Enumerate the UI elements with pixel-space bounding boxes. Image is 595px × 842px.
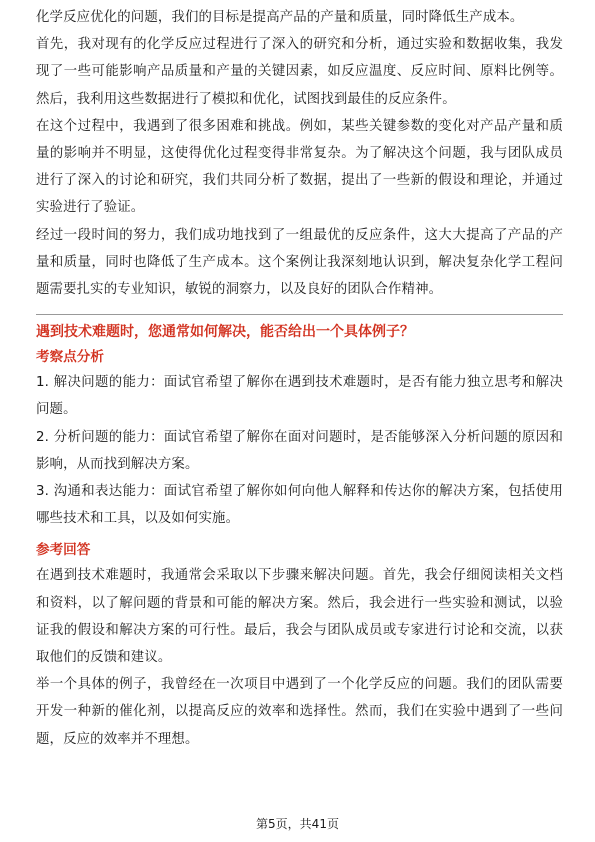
analysis-item: 2. 分析问题的能力：面试官希望了解你在面对问题时，是否能够深入分析问题的原因和影响，从而找到解决方案。 bbox=[36, 429, 563, 472]
body-paragraph: 经过一段时间的努力，我们成功地找到了一组最优的反应条件，这大大提高了产品的产量和质量，同时也降低了生产成本。这个案例让我深刻地认识到，解决复杂化学工程问题需要扎实的专业知识，敏锐的洞察力，以及良好的团队合作精神。 bbox=[36, 227, 563, 298]
answer-paragraph: 举一个具体的例子，我曾经在一次项目中遇到了一个化学反应的问题。我们的团队需要开发一种新的催化剂，以提高反应的效率和选择性。然而，我们在实验中遇到了一些问题，反应的效率并不理想。 bbox=[36, 677, 563, 747]
answer-paragraph: 在遇到技术难题时，我通常会采取以下步骤来解决问题。首先，我会仔细阅读相关文档和资料，以了解问题的背景和可能的解决方案。然后，我会进行一些实验和测试，以验证我的假设和解决方案的可行性。最后，我会与团队成员或专家进行讨论和交流，以获取他们的反馈和建议。 bbox=[36, 568, 563, 666]
question-heading: 遇到技术难题时，您通常如何解决，能否给出一个具体例子？ bbox=[36, 324, 414, 341]
answer-heading: 参考回答 bbox=[36, 542, 91, 559]
body-paragraph: 化学反应优化的问题，我们的目标是提高产品的产量和质量，同时降低生产成本。 bbox=[36, 10, 524, 25]
analysis-item: 1. 解决问题的能力：面试官希望了解你在遇到技术难题时，是否有能力独立思考和解决问题。 bbox=[36, 375, 563, 418]
analysis-item: 3. 沟通和表达能力：面试官希望了解你如何向他人解释和传达你的解决方案，包括使用哪些技术和工具，以及如何实施。 bbox=[36, 484, 563, 527]
section-divider bbox=[36, 314, 563, 315]
document-body bbox=[36, 0, 563, 753]
analysis-heading: 考察点分析 bbox=[36, 349, 104, 366]
body-paragraph: 在这个过程中，我遇到了很多困难和挑战。例如，某些关键参数的变化对产品产量和质量的影响并不明显，这使得优化过程变得非常复杂。为了解决这个问题，我与团队成员进行了深入的讨论和研究，我们共同分析了数据，提出了一些新的假设和理论，并通过实验进行了验证。 bbox=[36, 118, 563, 216]
body-paragraph: 首先，我对现有的化学反应过程进行了深入的研究和分析，通过实验和数据收集，我发现了一些可能影响产品质量和产量的关键因素，如反应温度、反应时间、原料比例等。然后，我利用这些数据进行了模拟和优化，试图找到最佳的反应条件。 bbox=[36, 37, 563, 107]
page-number: 第5页，共41页 bbox=[256, 817, 339, 831]
